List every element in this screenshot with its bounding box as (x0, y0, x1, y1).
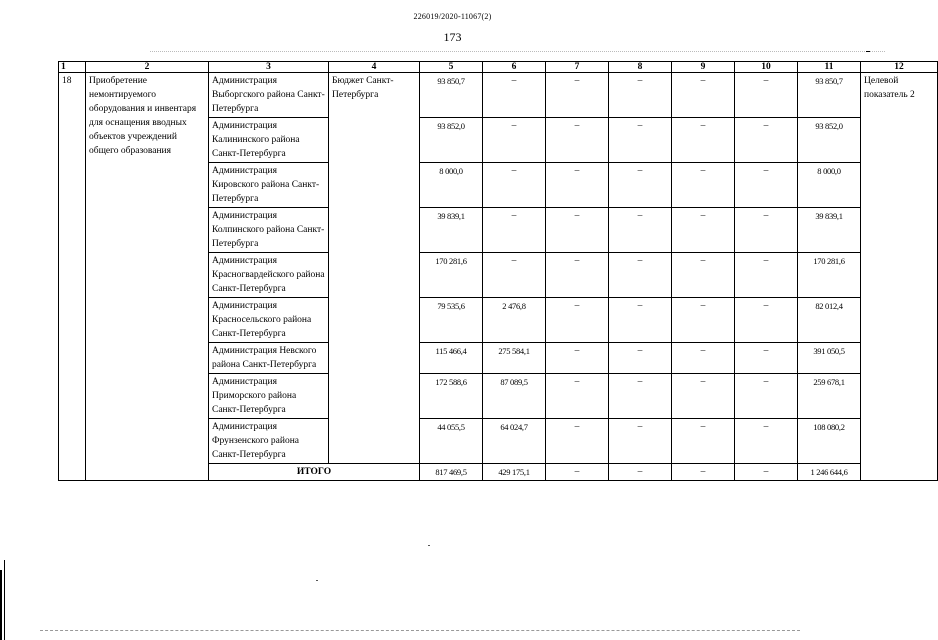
page-number: 173 (443, 30, 462, 44)
column-header: 8 (609, 62, 672, 73)
scan-speck (428, 545, 430, 546)
total-label: ИТОГО (209, 464, 420, 481)
value-cell: 172 588,6 (420, 374, 483, 419)
org-name: Администрация Невского района Санкт-Петербурга (209, 343, 329, 374)
total-value: 429 175,1 (483, 464, 546, 481)
total-value: – (672, 464, 735, 481)
value-cell: – (735, 298, 798, 343)
value-cell: 82 012,4 (798, 298, 861, 343)
document-id: 226019/2020-11067(2) (413, 12, 492, 21)
value-cell: 93 852,0 (798, 118, 861, 163)
value-cell: – (672, 298, 735, 343)
value-cell: – (609, 118, 672, 163)
value-cell: 93 850,7 (798, 73, 861, 118)
value-cell: – (672, 118, 735, 163)
value-cell: – (609, 419, 672, 464)
column-header: 6 (483, 62, 546, 73)
value-cell: – (735, 253, 798, 298)
value-cell: – (609, 73, 672, 118)
value-cell: 93 852,0 (420, 118, 483, 163)
value-cell: 170 281,6 (798, 253, 861, 298)
value-cell: – (735, 343, 798, 374)
value-cell: 259 678,1 (798, 374, 861, 419)
value-cell: – (546, 298, 609, 343)
row-number: 18 (59, 73, 86, 481)
org-name: Администрация Красносельского района Санкт-Петербурга (209, 298, 329, 343)
value-cell: – (609, 298, 672, 343)
value-cell: – (609, 163, 672, 208)
column-header: 11 (798, 62, 861, 73)
column-header: 4 (329, 62, 420, 73)
value-cell: – (546, 163, 609, 208)
column-header: 7 (546, 62, 609, 73)
value-cell: 79 535,6 (420, 298, 483, 343)
column-header: 10 (735, 62, 798, 73)
column-header: 3 (209, 62, 329, 73)
total-value: – (735, 464, 798, 481)
org-name: Администрация Приморского района Санкт-Петербурга (209, 374, 329, 419)
value-cell: 108 080,2 (798, 419, 861, 464)
value-cell: 87 089,5 (483, 374, 546, 419)
org-name: Администрация Фрунзенского района Санкт-Петербурга (209, 419, 329, 464)
table-row (59, 73, 938, 118)
value-cell: – (672, 73, 735, 118)
value-cell: – (546, 118, 609, 163)
value-cell: 64 024,7 (483, 419, 546, 464)
column-header: 1 (59, 62, 86, 73)
value-cell: – (672, 419, 735, 464)
value-cell: 391 050,5 (798, 343, 861, 374)
value-cell: – (546, 374, 609, 419)
value-cell: – (672, 208, 735, 253)
funding-source: Бюджет Санкт-Петербурга (329, 73, 420, 464)
scan-speck (316, 580, 318, 581)
total-value: – (609, 464, 672, 481)
value-cell: – (546, 253, 609, 298)
column-header: 5 (420, 62, 483, 73)
value-cell: – (483, 253, 546, 298)
value-cell: – (546, 343, 609, 374)
total-value: – (546, 464, 609, 481)
value-cell: – (609, 374, 672, 419)
value-cell: 170 281,6 (420, 253, 483, 298)
value-cell: – (609, 253, 672, 298)
value-cell: 93 850,7 (420, 73, 483, 118)
org-name: Администрация Красногвардейского района Санкт-Петербурга (209, 253, 329, 298)
column-header: 9 (672, 62, 735, 73)
value-cell: – (672, 163, 735, 208)
org-name: Администрация Колпинского района Санкт-Петербурга (209, 208, 329, 253)
value-cell: – (546, 419, 609, 464)
scan-edge-marks (0, 540, 6, 640)
value-cell: 39 839,1 (420, 208, 483, 253)
column-header: 12 (861, 62, 938, 73)
target-indicator: Целевой показатель 2 (861, 73, 938, 481)
value-cell: 39 839,1 (798, 208, 861, 253)
value-cell: – (735, 73, 798, 118)
total-value: 1 246 644,6 (798, 464, 861, 481)
value-cell: – (483, 118, 546, 163)
value-cell: – (609, 208, 672, 253)
allocation-table (58, 61, 938, 481)
org-name: Администрация Калининского района Санкт-Петербурга (209, 118, 329, 163)
org-name: Администрация Выборгского района Санкт-Петербурга (209, 73, 329, 118)
table-body (59, 73, 938, 481)
value-cell: – (735, 163, 798, 208)
value-cell: – (735, 419, 798, 464)
value-cell: 275 584,1 (483, 343, 546, 374)
value-cell: 8 000,0 (798, 163, 861, 208)
scan-edge-line (0, 570, 2, 640)
org-name: Администрация Кировского района Санкт-Петербурга (209, 163, 329, 208)
value-cell: – (483, 163, 546, 208)
value-cell: 2 476,8 (483, 298, 546, 343)
value-cell: – (735, 208, 798, 253)
scan-bottom-noise (40, 630, 800, 632)
table-header-row (59, 62, 938, 73)
value-cell: – (483, 73, 546, 118)
value-cell: 115 466,4 (420, 343, 483, 374)
value-cell: – (735, 118, 798, 163)
item-name: Приобретение немонтируемого оборудования и инвентаря для оснащения вводных объектов учреждений общего образования (86, 73, 209, 481)
value-cell: – (735, 374, 798, 419)
value-cell: – (672, 343, 735, 374)
column-header: 2 (86, 62, 209, 73)
header-rule (150, 51, 885, 52)
total-value: 817 469,5 (420, 464, 483, 481)
value-cell: – (672, 253, 735, 298)
value-cell: – (483, 208, 546, 253)
scan-edge-line (4, 560, 5, 640)
value-cell: – (609, 343, 672, 374)
value-cell: – (672, 374, 735, 419)
value-cell: – (546, 208, 609, 253)
value-cell: 44 055,5 (420, 419, 483, 464)
value-cell: – (546, 73, 609, 118)
margin-mark (866, 51, 870, 52)
value-cell: 8 000,0 (420, 163, 483, 208)
